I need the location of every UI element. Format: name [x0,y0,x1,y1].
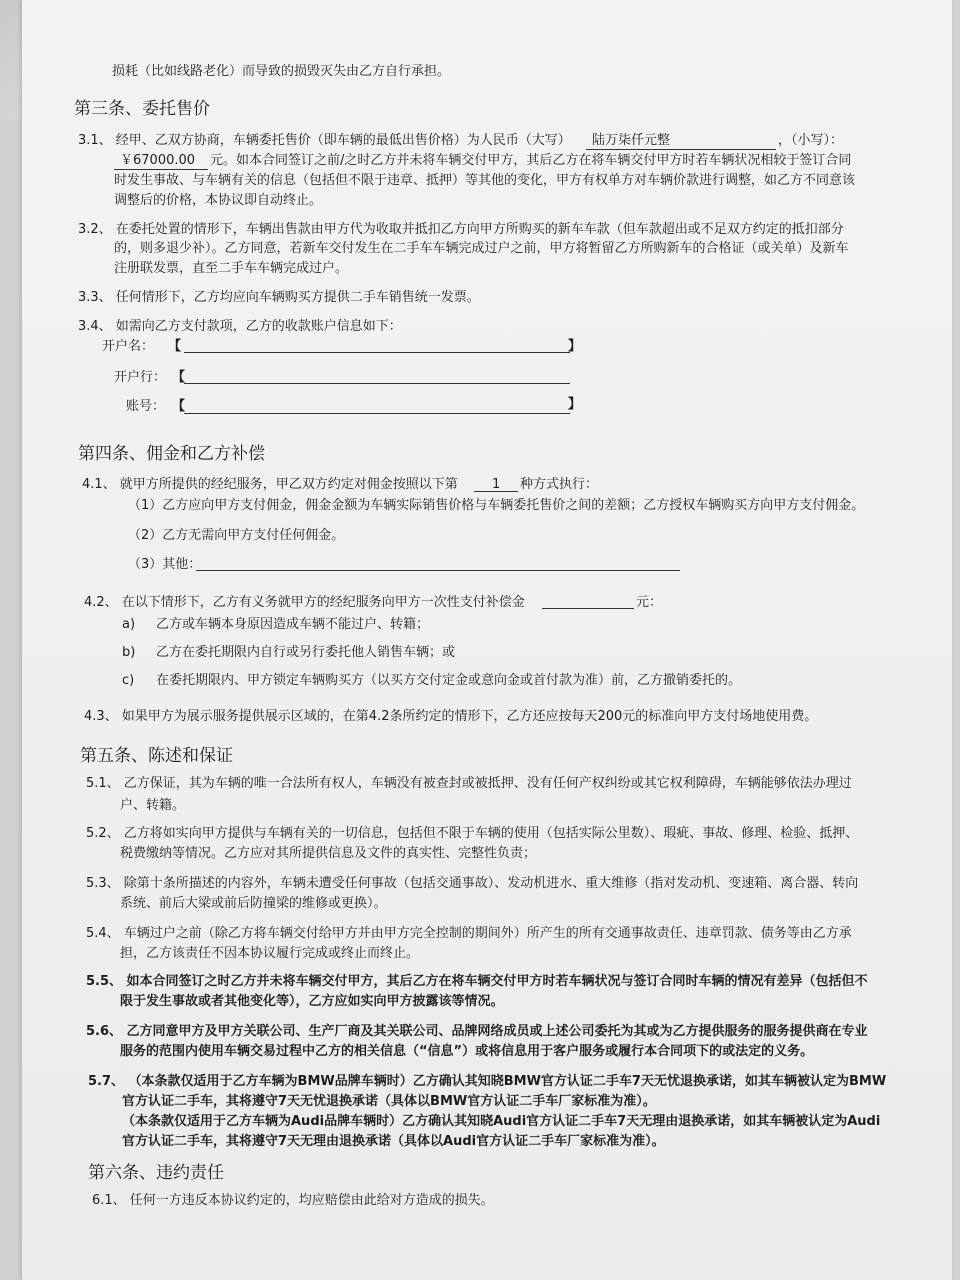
clause-3-2: 3.2、 在委托处置的情形下，车辆出售款由甲方代为收取并抵扣乙方向甲方所购买的新车车款（但车款超出或不足双方约定的抵扣部分 [78,222,844,237]
item-key: c) [122,673,135,688]
item-b: 乙方在委托期限内自行或另行委托他人销售车辆；或 [156,645,456,660]
clause-5-6: 5.6、 乙方同意甲方及甲方关联公司、生产厂商及其关联公司、品牌网络成员或上述公司委托为其或为乙方提供服务的服务提供商在专业 [86,1024,868,1039]
account-number-label: 账号： [126,399,166,414]
clause-5-5: 5.5、 如本合同签订之时乙方并未将车辆交付甲方，其后乙方在将车辆交付甲方时若车辆状况与签订合同时车辆的情况有差异（包括但不 [86,974,868,989]
section-heading-4: 第四条、佣金和乙方补偿 [78,444,265,464]
price-lower-value: ￥67000.00 [120,153,196,168]
clause-5-7-line4: 官方认证二手车，其将遵守7天无理由退换承诺（具体以Audi官方认证二手车厂家标准为准）。 [122,1134,665,1149]
clause-4-1-tail: 种方式执行： [520,477,599,492]
clause-4-1: 4.1、 就甲方所提供的经纪服务，甲乙双方约定对佣金按照以下第 [82,477,458,492]
clause-4-2: 4.2、 在以下情形下，乙方有义务就甲方的经纪服务向甲方一次性支付补偿金 [84,595,525,610]
underline [586,149,776,150]
account-name-label: 开户名： [102,339,155,354]
underline [114,169,208,170]
clause-3-1-line2: 元。如本合同签订之前/之时乙方并未将车辆交付甲方，其后乙方在将车辆交付甲方时若车辆状况相较于签订合同 [210,153,852,168]
clause-4-3: 4.3、 如果甲方为展示服务提供展示区域的，在第4.2条所约定的情形下，乙方还应按每天200元的标准向甲方支付场地使用费。 [84,709,818,724]
clause-5-5-line2: 限于发生事故或者其他变化等），乙方应如实向甲方披露该等情况。 [120,994,504,1009]
commission-choice-value: 1 [492,477,501,492]
section-heading-5: 第五条、陈述和保证 [80,746,233,766]
document-page [22,0,952,1280]
clause-5-4: 5.4、 车辆过户之前（除乙方将车辆交付给甲方并由甲方完全控制的期间外）所产生的所有交通事故责任、违章罚款、债务等由乙方承 [86,926,852,941]
clause-5-3-line2: 系统、前后大梁或前后防撞梁的维修或更换）。 [120,896,387,911]
option-1: （1）乙方应向甲方支付佣金，佣金金额为车辆实际销售价格与车辆委托售价之间的差额；乙方授权车辆购买方向甲方支付佣金。 [128,498,865,513]
clause-5-3: 5.3、 除第十条所描述的内容外，车辆未遭受任何事故（包括交通事故）、发动机进水、重大维修（指对发动机、变速箱、离合器、转向 [86,876,859,891]
bracket-open: 【 [168,339,182,354]
item-key: a) [122,617,136,632]
bracket-open: 【 [172,399,186,414]
clause-5-7: 5.7、 （本条款仅适用于乙方车辆为BMW品牌车辆时）乙方确认其知晓BMW官方认证二手车7天无忧退换承诺，如其车辆被认定为BMW [88,1074,887,1089]
clause-3-1-line3: 时发生事故、与车辆有关的信息（包括但不限于违章、抵押）等其他的变化，甲方有权单方对车辆价款进行调整，如乙方不同意该 [114,173,856,188]
bracket-close: 】 [568,339,582,354]
clause-5-6-line2: 服务的范围内使用车辆交易过程中乙方的相关信息（“信息”）或将信息用于客户服务或履行本合同项下的或法定的义务。 [120,1044,814,1059]
clause-6-1: 6.1、 任何一方违反本协议约定的，均应赔偿由此给对方造成的损失。 [92,1193,494,1208]
clause-5-1: 5.1、 乙方保证，其为车辆的唯一合法所有权人，车辆没有被查封或被抵押、没有任何产权纠纷或其它权利障碍，车辆能够依法办理过 [86,776,852,791]
account-bank-label: 开户行： [114,370,167,385]
clause-5-1-line2: 户、转籍。 [120,798,186,813]
clause-5-4-line2: 担，乙方该责任不因本协议履行完成或终止而终止。 [120,946,420,961]
item-c: 在委托期限内、甲方锁定车辆购买方（以买方交付定金或意向金或首付款为准）前，乙方撤销委托的。 [156,673,742,688]
account-bank-field [184,383,570,384]
clause-3-1-line4: 调整后的价格，本协议即自动终止。 [114,193,323,208]
clause-3-4: 3.4、 如需向乙方支付款项，乙方的收款账户信息如下： [78,319,402,334]
clause-3-1: 3.1、 经甲、乙双方协商，车辆委托售价（即车辆的最低出售价格）为人民币（大写） [78,133,571,148]
option-2: （2）乙方无需向甲方支付任何佣金。 [128,528,345,543]
paragraph-line: 损耗（比如线路老化）而导致的损毁灭失由乙方自行承担。 [112,64,451,79]
clause-5-2-line2: 税费缴纳等情况。乙方应对其所提供信息及文件的真实性、完整性负责； [120,846,537,861]
compensation-field [542,608,634,609]
clause-5-7-line3: （本条款仅适用于乙方车辆为Audi品牌车辆时）乙方确认其知晓Audi官方认证二手车7天无理由退换承诺，如其车辆被认定为Audi [122,1114,881,1129]
account-name-field [184,352,570,353]
clause-3-3: 3.3、 任何情形下，乙方均应向车辆购买方提供二手车销售统一发票。 [78,290,480,305]
option-3: （3）其他： [128,557,202,572]
bracket-close: 】 [568,397,582,412]
option-3-field [196,570,680,571]
clause-5-2: 5.2、 乙方将如实向甲方提供与车辆有关的一切信息，包括但不限于车辆的使用（包括实际公里数）、瑕疵、事故、修理、检验、抵押、 [86,826,859,841]
underline [474,491,518,492]
clause-3-2-line2: 的，则多退少补）。乙方同意，若新车交付发生在二手车车辆完成过户之前，甲方将暂留乙方所购新车的合格证（或关单）及新车 [114,241,849,256]
section-heading-6: 第六条、违约责任 [88,1163,224,1183]
price-upper-value: 陆万柒仟元整 [592,133,671,148]
clause-4-2-tail: 元： [636,595,663,610]
bracket-open: 【 [172,370,186,385]
clause-3-2-line3: 注册联发票，直至二手车车辆完成过户。 [114,261,349,276]
section-heading-3: 第三条、委托售价 [74,99,210,119]
account-number-field [184,413,570,414]
item-a: 乙方或车辆本身原因造成车辆不能过户、转籍； [156,617,430,632]
item-key: b) [122,645,136,660]
clause-3-1-tail: ，（小写）： [778,133,844,148]
clause-5-7-line2: 官方认证二手车，其将遵守7天无忧退换承诺（具体以BMW官方认证二手车厂家标准为准）。 [122,1094,656,1109]
